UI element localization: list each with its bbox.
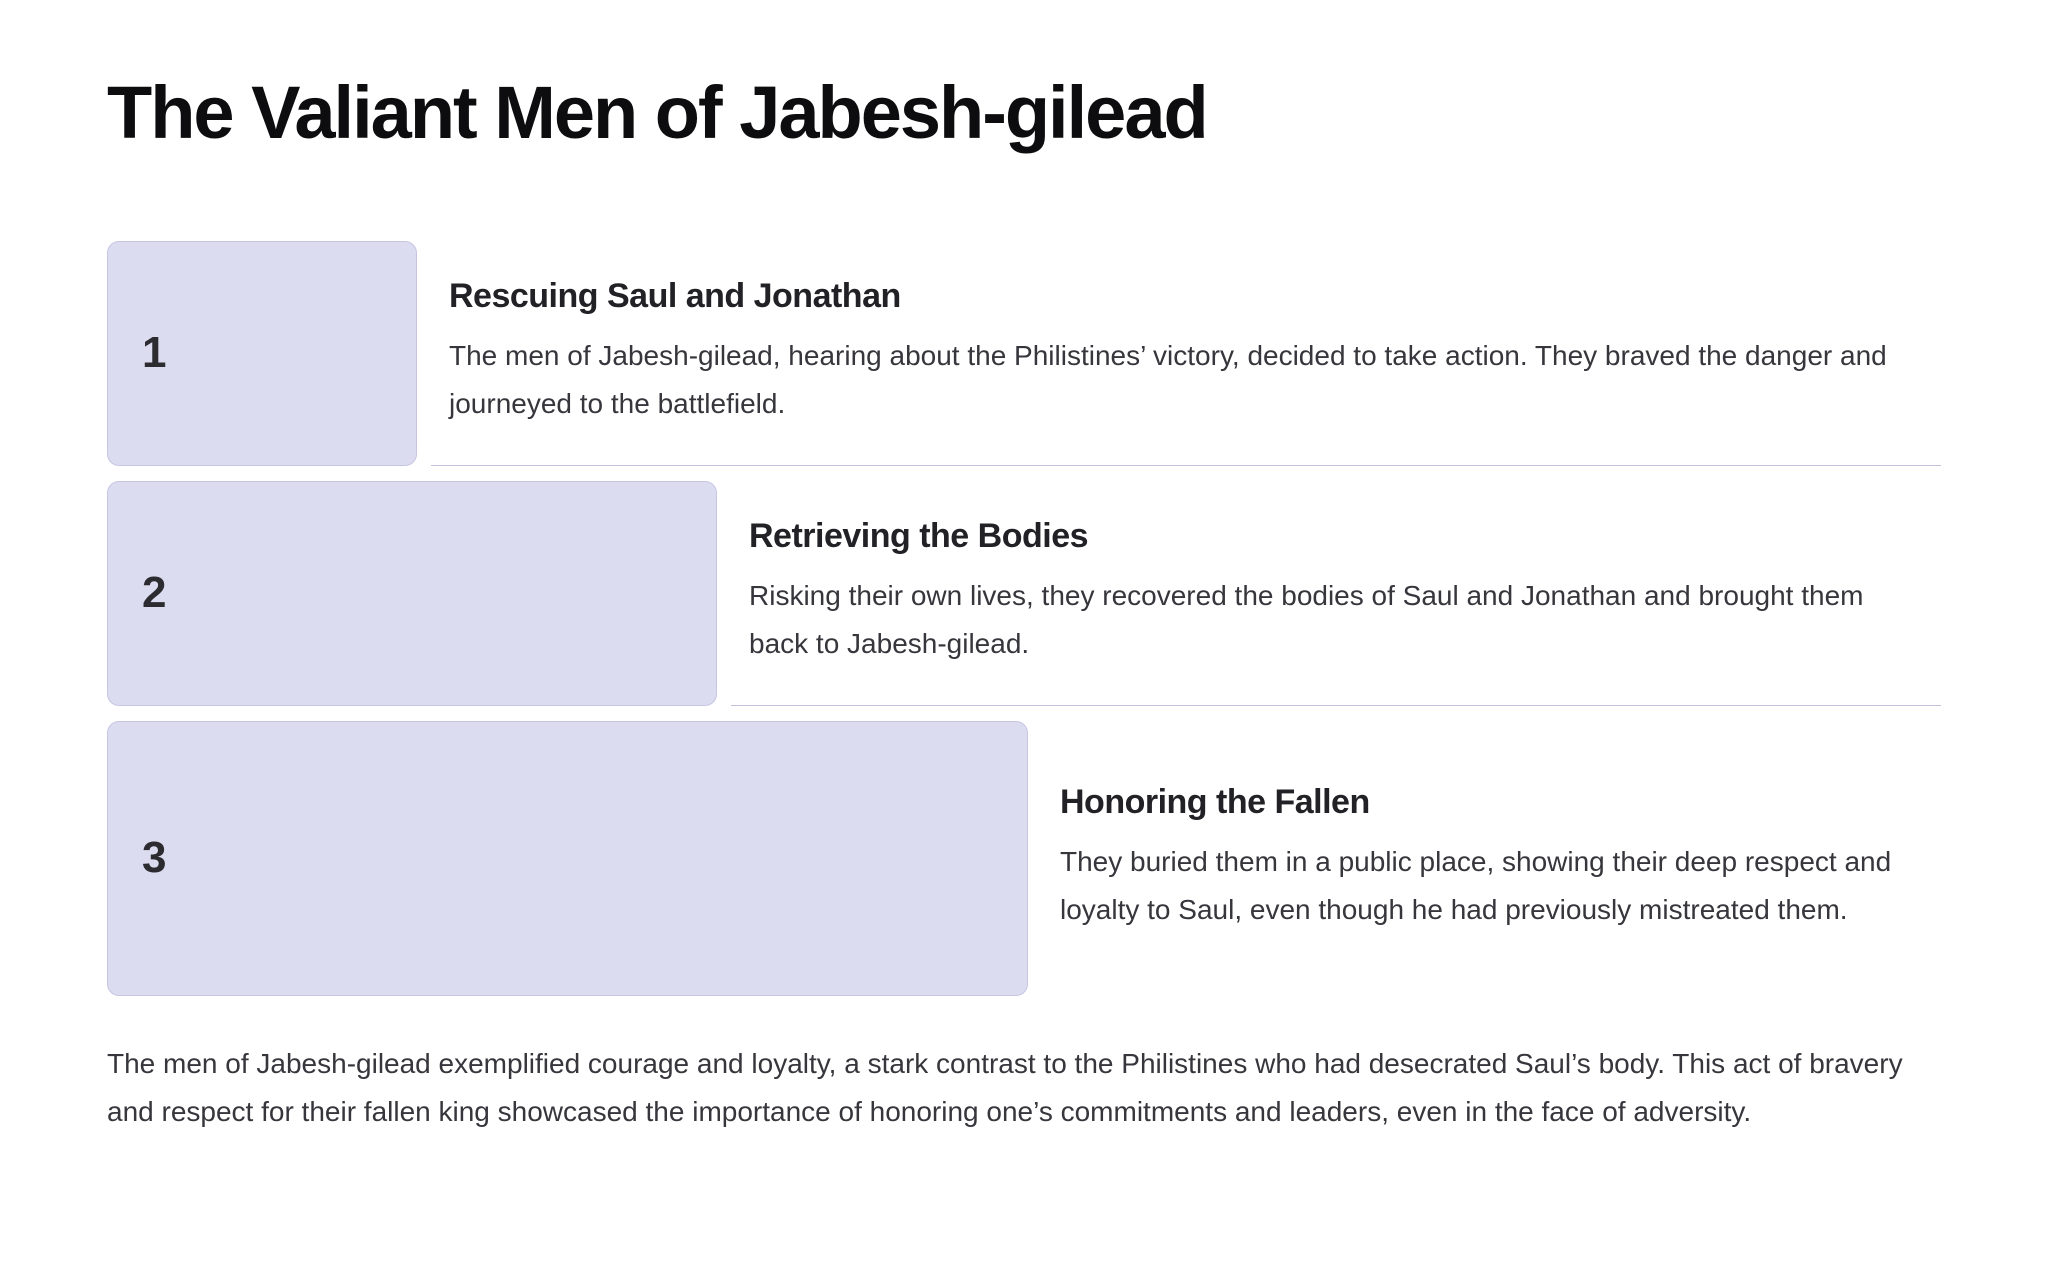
- step-content-2: [731, 481, 1941, 706]
- step-heading-2: Retrieving the Bodies: [749, 517, 1089, 556]
- step-number-3: 3: [142, 833, 167, 883]
- step-body-3: They buried them in a public place, showing their deep respect and loyalty to Saul, even though he had previously mistreated them.: [1060, 845, 1892, 925]
- step-content-1: [431, 241, 1941, 466]
- page-title: The Valiant Men of Jabesh-gilead: [107, 71, 1207, 154]
- step-body-1: The men of Jabesh-gilead, hearing about the Philistines’ victory, decided to take action. They braved the danger and journeyed to the battlefield.: [449, 340, 1887, 420]
- step-number-box-2: [107, 481, 717, 706]
- step-number-2: 2: [142, 568, 167, 618]
- step-content-3: [1042, 721, 1941, 996]
- step-row-1: [107, 241, 1941, 466]
- step-heading-1: Rescuing Saul and Jonathan: [449, 277, 901, 316]
- step-number-box-1: [107, 241, 417, 466]
- step-row-2: [107, 481, 1941, 706]
- step-body-2: Risking their own lives, they recovered the bodies of Saul and Jonathan and brought them back to Jabesh-gilead.: [749, 580, 1864, 660]
- step-heading-3: Honoring the Fallen: [1060, 782, 1370, 821]
- steps-list: [107, 241, 1941, 996]
- conclusion-paragraph: The men of Jabesh-gilead exemplified courage and loyalty, a stark contrast to the Philistines who had desecrated Saul’s body. This act of bravery and respect for their fallen king showcased the importance of honoring one’s commitments and leaders, even in the face of adversity.: [107, 1047, 1903, 1127]
- step-number-1: 1: [142, 328, 167, 378]
- step-number-box-3: [107, 721, 1028, 996]
- step-row-3: [107, 721, 1941, 996]
